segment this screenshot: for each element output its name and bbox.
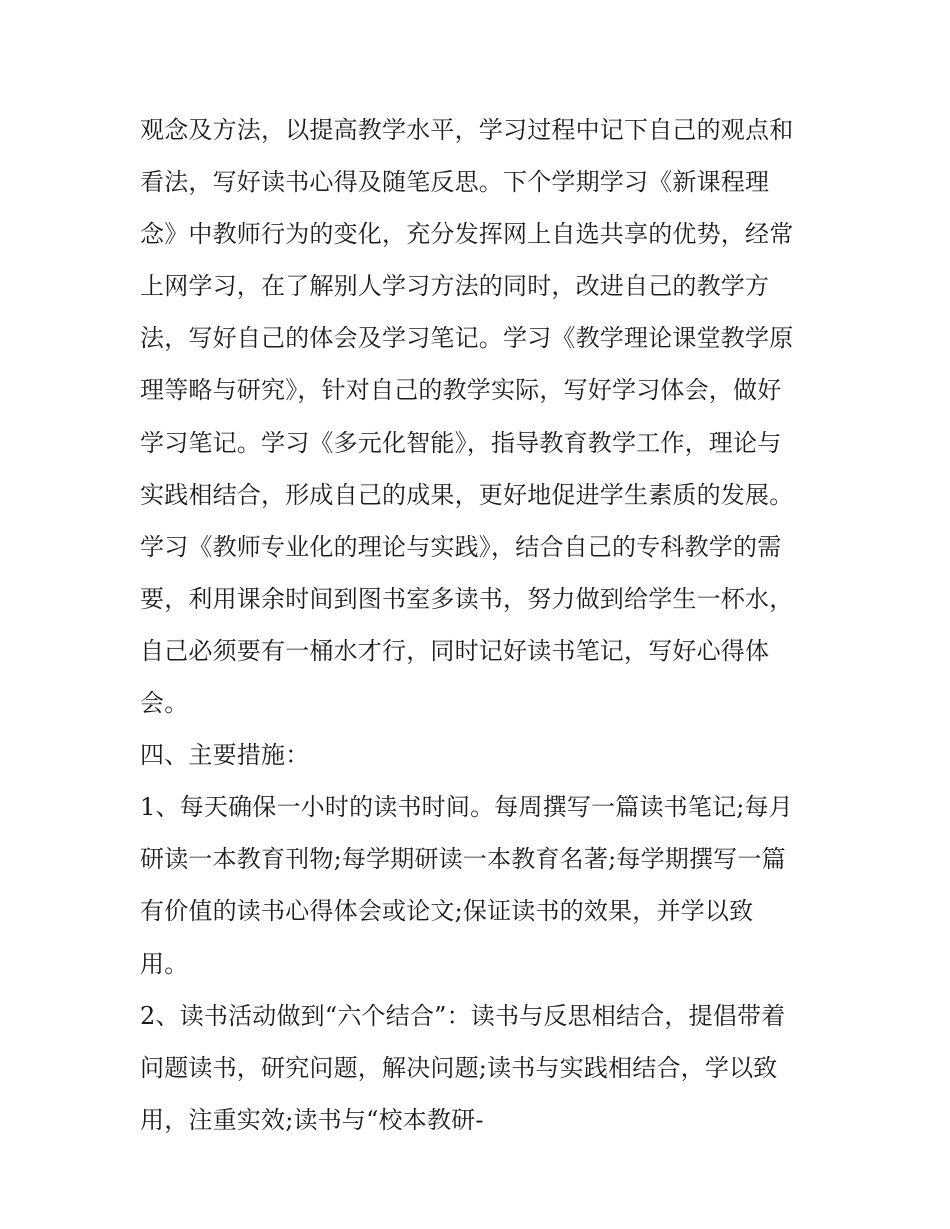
text-line: 法，写好自己的体会及学习笔记。学习《教学理论课堂教学原 — [140, 324, 794, 353]
text-line: 上网学习，在了解别人学习方法的同时，改进自己的教学方 — [140, 272, 770, 301]
list-item: 1、每天确保一小时的读书时间。每周撰写一篇读书笔记;每月 — [140, 793, 793, 822]
section-heading: 四、主要措施： — [140, 741, 310, 770]
text-line: 观念及方法，以提高教学水平，学习过程中记下自己的观点和 — [140, 116, 794, 144]
text-line: 学习《教师专业化的理论与实践》，结合自己的专科教学的需 — [140, 532, 782, 561]
text-line: 要，利用课余时间到图书室多读书，努力做到给学生一杯水， — [140, 584, 794, 613]
text-line: 看法，写好读书心得及随笔反思。下个学期学习《新课程理 — [140, 168, 770, 197]
text-line: 有价值的读书心得体会或论文;保证读书的效果，并学以致 — [140, 897, 754, 926]
text-line: 研读一本教育刊物;每学期研读一本教育名著;每学期撰写一篇 — [140, 845, 786, 874]
text-line: 会。 — [140, 689, 189, 718]
text-line: 问题读书，研究问题，解决问题;读书与实践相结合，学以致 — [140, 1053, 778, 1082]
text-line: 学习笔记。学习《多元化智能》，指导教育教学工作，理论与 — [140, 428, 782, 457]
list-item: 2、读书活动做到“六个结合”：读书与反思相结合，提倡带着 — [140, 1001, 786, 1030]
text-line: 自己必须要有一桶水才行，同时记好读书笔记，写好心得体 — [140, 636, 770, 665]
text-line: 理等略与研究》，针对自己的教学实际，写好学习体会，做好 — [140, 376, 782, 405]
text-line: 用，注重实效;读书与“校本教研- — [140, 1105, 484, 1134]
text-line: 念》中教师行为的变化，充分发挥网上自选共享的优势，经常 — [140, 220, 794, 249]
document-body — [140, 104, 830, 1146]
text-line: 用。 — [140, 949, 189, 978]
text-line: 实践相结合，形成自己的成果，更好地促进学生素质的发展。 — [140, 480, 794, 509]
